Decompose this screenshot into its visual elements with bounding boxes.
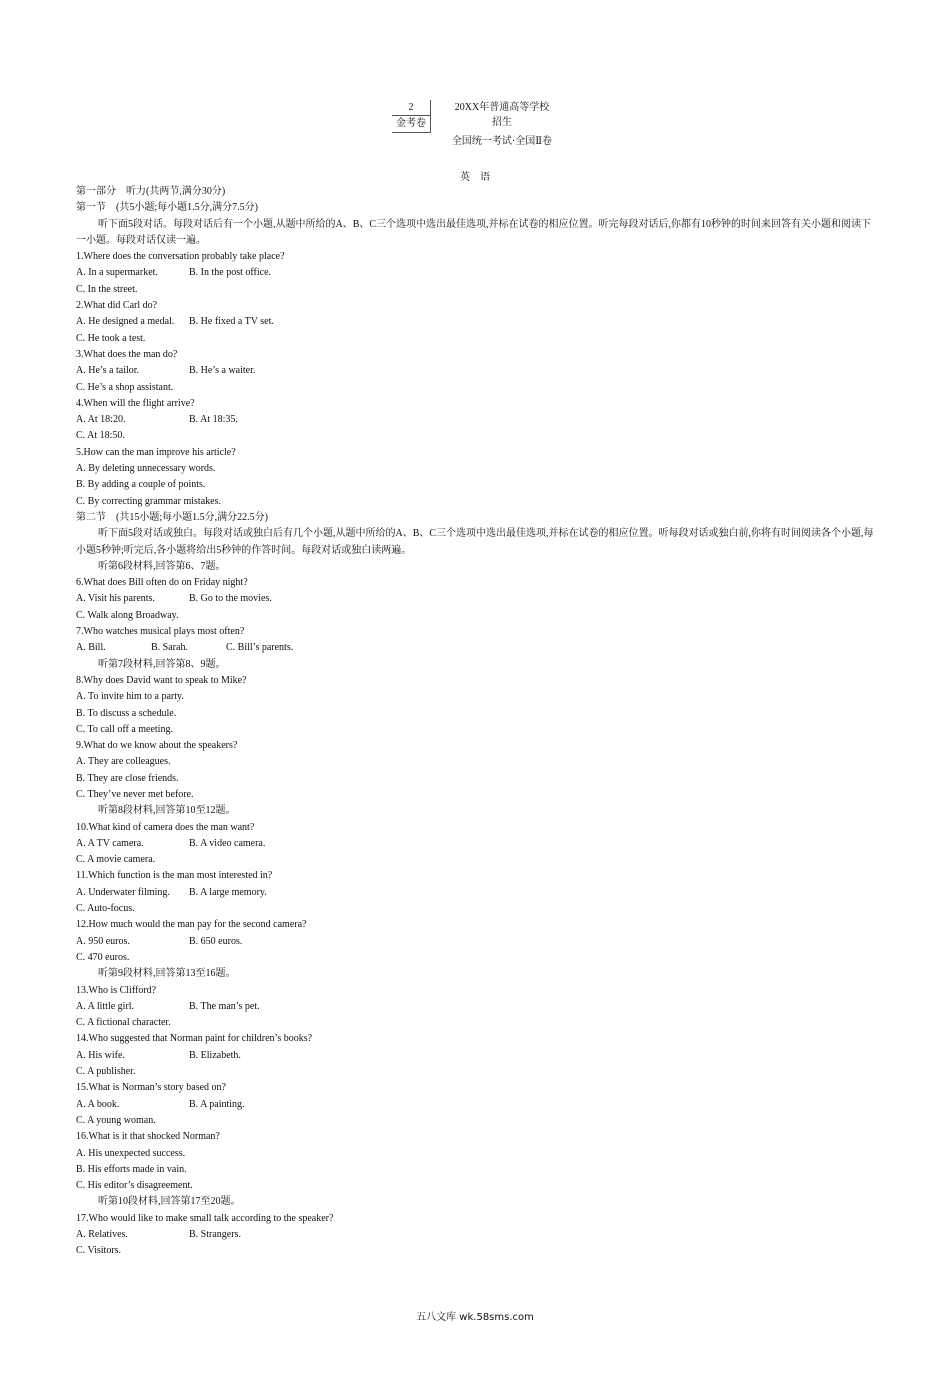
option-c: C. Auto-focus. [76,903,135,915]
option-c: C. A young woman. [76,1114,156,1126]
option-c: C. He took a test. [76,332,146,344]
option-b: B. Strangers. [189,1229,241,1240]
option-b: B. To discuss a schedule. [76,707,177,719]
option-c: C. Bill’s parents. [226,642,294,654]
question-stem: 7.Who watches musical plays most often? [76,626,245,638]
option-c: C. At 18:50. [76,430,125,442]
section2-heading: 第二节 (共15小题;每小题1.5分,满分22.5分) [76,511,268,523]
question-stem: 6.What does Bill often do on Friday night? [76,577,248,589]
material-note: 听第6段材料,回答第6、7题。 [98,560,226,572]
material-note: 听第7段材料,回答第8、9题。 [98,658,226,670]
option-a: A. His unexpected success. [76,1147,186,1159]
option-a: A. They are colleagues. [76,756,171,768]
option-a: A. By deleting unnecessary words. [76,463,216,475]
options-row [76,885,876,901]
option-c: C. By correcting grammar mistakes. [76,495,221,507]
option-a: A. He’s a tailor. [76,365,140,377]
option-c: C. A fictional character. [76,1017,171,1029]
option-a: A. In a supermarket. [76,267,158,279]
material-note: 听第9段材料,回答第13至16题。 [98,968,236,980]
question-stem: 12.How much would the man pay for the second camera? [76,919,307,931]
exam-title [440,100,564,130]
option-a: A. He designed a medal. [76,316,175,328]
option-b: B. A painting. [189,1098,245,1110]
question-stem: 3.What does the man do? [76,348,178,360]
option-c: C. A publisher. [76,1066,136,1078]
option-b: B. At 18:35. [189,414,238,426]
option-c: C. 470 euros. [76,951,130,963]
options-row [76,1048,876,1064]
option-b: B. His efforts made in vain. [76,1163,187,1175]
option-a: A. Relatives. [76,1229,128,1240]
option-c: C. Walk along Broadway. [76,609,179,621]
exam-title-line2: 招生 [492,117,512,128]
question-stem: 11.Which function is the man most interested in? [76,870,273,882]
option-b: B. By adding a couple of points. [76,479,206,491]
options-row [76,640,876,656]
question-stem: 2.What did Carl do? [76,300,158,312]
option-a: A. His wife. [76,1049,125,1061]
exam-subtitle: 全国统一考试·全国Ⅱ卷 [451,136,553,147]
question-stem: 14.Who suggested that Norman paint for children’s books? [76,1033,313,1045]
question-stem: 8.Why does David want to speak to Mike? [76,674,247,686]
option-b: B. Elizabeth. [189,1049,241,1061]
question-stem: 17.Who would like to make small talk according to the speaker? [76,1212,334,1224]
option-b: B. He’s a waiter. [189,365,256,377]
page-footer: 五八文库 wk.58sms.com [416,1312,534,1323]
option-c: C. A movie camera. [76,854,156,866]
option-b: B. Go to the movies. [189,593,272,605]
material-note: 听第8段材料,回答第10至12题。 [98,805,236,817]
part1-heading: 第一部分 听力(共两节,满分30分) [76,186,226,197]
option-a: A. Visit his parents. [76,593,155,605]
subject-title: 英 语 [460,172,490,183]
material-note: 听第10段材料,回答第17至20题。 [98,1196,241,1208]
option-b: B. A video camera. [189,837,266,849]
option-b: B. The man’s pet. [189,1000,260,1012]
options-row [76,1227,876,1243]
question-stem: 16.What is it that shocked Norman? [76,1131,220,1143]
option-b: B. They are close friends. [76,772,179,784]
option-a: A. A book. [76,1098,120,1110]
option-b: B. 650 euros. [189,935,243,947]
badge-number: 2 [392,100,430,116]
section1-heading: 第一节 (共5小题;每小题1.5分,满分7.5分) [76,202,258,214]
option-c: C. He’s a shop assistant. [76,381,174,393]
option-b: B. Sarah. [151,642,188,654]
options-row [76,1097,876,1113]
option-c: C. His editor’s disagreement. [76,1180,193,1192]
options-row [76,934,876,950]
exam-content [76,184,876,1260]
option-a: A. Underwater filming. [76,886,170,898]
option-c: C. They’ve never met before. [76,788,194,800]
option-a: A. Bill. [76,642,106,654]
options-row [76,999,876,1015]
question-stem: 9.What do we know about the speakers? [76,740,238,752]
options-row [76,836,876,852]
options-row [76,363,876,379]
option-a: A. At 18:20. [76,414,126,426]
option-b: B. A large memory. [189,886,267,898]
question-stem: 13.Who is Clifford? [76,984,157,996]
option-c: C. To call off a meeting. [76,723,173,735]
option-b: B. He fixed a TV set. [189,316,274,328]
option-a: A. A little girl. [76,1000,135,1012]
option-c: C. Visitors. [76,1245,122,1257]
volume-badge [392,100,431,133]
option-a: A. A TV camera. [76,837,144,849]
option-b: B. In the post office. [189,267,272,279]
question-stem: 15.What is Norman’s story based on? [76,1082,226,1094]
section2-instructions: 听下面5段对话或独白。每段对话或独白后有几个小题,从题中所给的A、B、C三个选项中选出最佳选项,并标在试卷的相应位置。听每段对话或独白前,你将有时间阅读各个小题,每小题5秒钟;听完后,各小题将给出5秒钟的作答时间。每段对话或独白读两遍。 [76,528,874,556]
question-stem: 4.When will the flight arrive? [76,397,195,409]
option-a: A. 950 euros. [76,935,130,947]
option-c: C. In the street. [76,283,138,295]
options-row [76,314,876,330]
exam-title-line1: 20XX年普通高等学校 [454,102,550,113]
options-row [76,265,876,281]
question-stem: 5.How can the man improve his article? [76,446,236,458]
section1-instructions: 听下面5段对话。每段对话后有一个小题,从题中所给的A、B、C三个选项中选出最佳选项,并标在试卷的相应位置。听完每段对话后,你都有10秒钟的时间来回答有关小题和阅读下一小题。每段对话仅读一遍。 [76,218,872,246]
exam-header [392,100,572,150]
badge-label: 金考卷 [396,118,426,129]
question-stem: 10.What kind of camera does the man want? [76,821,255,833]
option-a: A. To invite him to a party. [76,691,184,703]
options-row [76,412,876,428]
options-row [76,591,876,607]
question-stem: 1.Where does the conversation probably take place? [76,251,285,263]
